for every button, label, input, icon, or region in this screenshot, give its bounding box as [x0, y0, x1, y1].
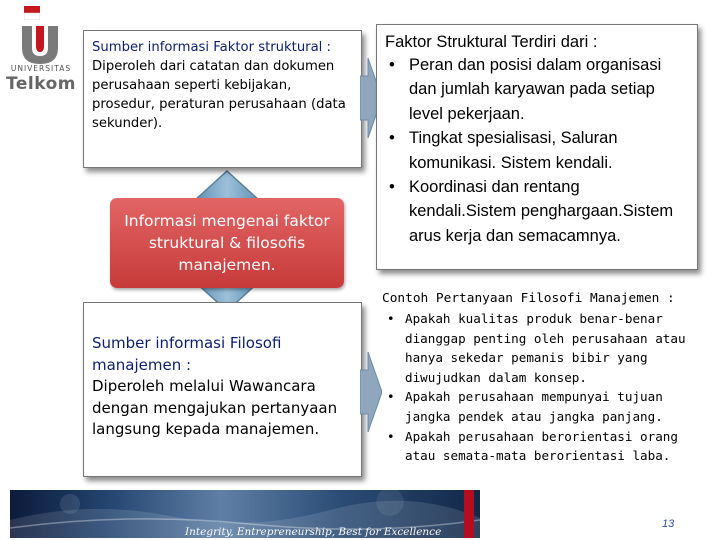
- list-item: [385, 126, 689, 175]
- list-item-text: Apakah kualitas produk benar-benar dianggap penting oleh perusahaan atau hanya sekedar pemanis bibir yang diwujudkan dalam konsep.: [405, 311, 686, 385]
- footer-tagline: Integrity, Entrepreneurship, Best for Excellence: [185, 526, 442, 538]
- list-item-text: Apakah perusahaan mempunyai tujuan jangka pendek atau jangka panjang.: [405, 389, 663, 424]
- philosophy-source-heading: Sumber informasi Filosofi manajemen :: [92, 334, 282, 374]
- bullet-icon: •: [387, 311, 395, 326]
- structural-factors-title: Faktor Struktural Terdiri dari :: [385, 33, 598, 51]
- list-item: [382, 427, 700, 466]
- bullet-icon: •: [389, 129, 395, 148]
- list-item-text: Peran dan posisi dalam organisasi dan jumlah karyawan pada setiap level pekerjaan.: [409, 56, 662, 123]
- list-item: [382, 309, 700, 387]
- philosophy-questions-box: [376, 284, 706, 490]
- list-item: [385, 53, 689, 126]
- philosophy-questions-list: [382, 309, 700, 466]
- list-item: [385, 175, 689, 248]
- bullet-icon: •: [387, 389, 395, 405]
- page-number: 13: [662, 518, 675, 530]
- list-item: [382, 387, 700, 426]
- logo-universitas-text: UNIVERSITAS: [10, 64, 72, 73]
- philosophy-source-body: Diperoleh melalui Wawancara dengan mengajukan pertanyaan langsung kepada manajemen.: [92, 377, 338, 438]
- bullet-icon: •: [389, 178, 395, 197]
- structural-source-body: Diperoleh dari catatan dan dokumen perusahaan seperti kebijakan, prosedur, peraturan perusahaan (data sekunder).: [92, 59, 346, 131]
- list-item-text: Apakah perusahaan berorientasi orang atau semata-mata berorientasi laba.: [405, 428, 678, 464]
- structural-factors-list: [385, 53, 689, 248]
- footer-red-accent: [464, 490, 474, 538]
- information-summary-box: [110, 198, 344, 288]
- bullet-icon: •: [389, 56, 395, 74]
- telkom-university-logo: [4, 2, 76, 98]
- philosophy-questions-title: Contoh Pertanyaan Filosofi Manajemen :: [382, 291, 675, 306]
- structural-source-heading: Sumber informasi Faktor struktural :: [92, 40, 331, 55]
- footer-divider: [480, 492, 710, 494]
- flag-icon: [24, 6, 40, 20]
- logo-telkom-text: Telkom: [6, 74, 76, 94]
- information-summary-text: Informasi mengenai faktor struktural & filosofis manajemen.: [124, 212, 330, 274]
- bullet-icon: •: [387, 428, 395, 444]
- structural-source-box: [83, 30, 362, 168]
- list-item-text: Koordinasi dan rentang kendali.Sistem penghargaan.Sistem arus kerja dan semacamnya.: [409, 178, 674, 245]
- list-item-text: Tingkat spesialisasi, Saluran komunikasi. Sistem kendali.: [409, 129, 618, 172]
- university-u-icon: [18, 26, 62, 66]
- structural-factors-box: [376, 24, 698, 270]
- philosophy-source-box: [83, 302, 362, 477]
